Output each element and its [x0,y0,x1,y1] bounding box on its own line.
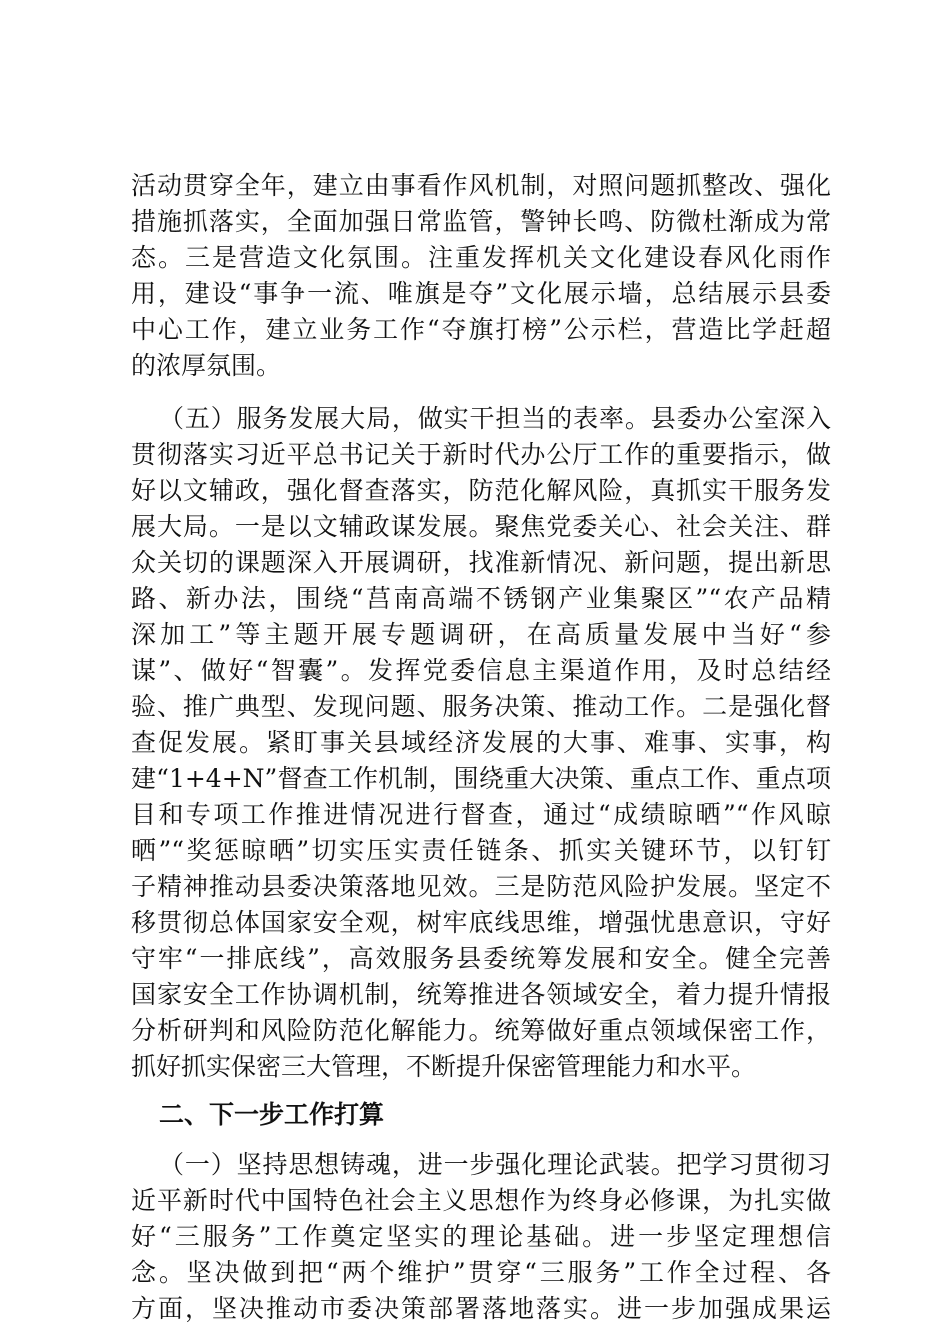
text-line: 深加工”等主题开展专题调研，在高质量发展中当好“参 [131,620,831,649]
text-line: 抓好抓实保密三大管理，不断提升保密管理能力和水平。 [131,1052,757,1081]
text-line: 用，建设“事争一流、唯旗是夺”文化展示墙，总结展示县委 [131,279,831,308]
paragraph [131,1147,831,1327]
text-line: 方面，坚决推动市委决策部署落地落实。进一步加强成果运 [131,1294,831,1323]
text-line: 移贯彻总体国家安全观，树牢底线思维，增强忧患意识，守好 [131,908,831,937]
text-line: 守牢“一排底线”，高效服务县委统筹发展和安全。健全完善 [131,944,831,973]
text-line: 验、推广典型、发现问题、服务决策、推动工作。二是强化督 [131,692,831,721]
text-line: 的浓厚氛围。 [131,351,282,380]
text-line: 路、新办法，围绕“莒南高端不锈钢产业集聚区”“农产品精 [131,584,831,613]
text-line: 分析研判和风险防范化解能力。统筹做好重点领域保密工作， [131,1016,831,1045]
text-line: （一）坚持思想铸魂，进一步强化理论武装。把学习贯彻习 [159,1150,831,1179]
text-line: 国家安全工作协调机制，统筹推进各领域安全，着力提升情报 [131,980,831,1009]
text-line: 近平新时代中国特色社会主义思想作为终身必修课，为扎实做 [131,1186,831,1215]
text-line: 查促发展。紧盯事关县域经济发展的大事、难事、实事，构 [131,728,831,757]
text-line: 展大局。一是以文辅政谋发展。聚焦党委关心、社会关注、群 [131,512,831,541]
paragraph-gap [131,384,831,401]
text-line: 念。坚决做到把“两个维护”贯穿“三服务”工作全过程、各 [131,1258,831,1287]
text-line: 子精神推动县委决策落地见效。三是防范风险护发展。坚定不 [131,872,831,901]
text-line: 晒”“奖惩晾晒”切实压实责任链条、抓实关键环节，以钉钉 [131,836,831,865]
text-line: 好以文辅政，强化督查落实，防范化解风险，真抓实干服务发 [131,476,831,505]
text-line: 贯彻落实习近平总书记关于新时代办公厅工作的重要指示，做 [131,440,831,469]
text-line: 好“三服务”工作奠定坚实的理论基础。进一步坚定理想信 [131,1222,831,1251]
heading-gap [131,1085,831,1097]
section-heading: 二、下一步工作打算 [159,1100,385,1129]
text-line: 中心工作，建立业务工作“夺旗打榜”公示栏，营造比学赶超 [131,315,831,344]
text-line: 态。三是营造文化氛围。注重发挥机关文化建设春风化雨作 [131,243,831,272]
text-line: 谋”、做好“智囊”。发挥党委信息主渠道作用，及时总结经 [131,656,831,685]
paragraph [131,168,831,384]
heading-gap [131,1133,831,1147]
text-line: （五）服务发展大局，做实干担当的表率。县委办公室深入 [159,404,831,433]
text-line: 众关切的课题深入开展调研，找准新情况、新问题，提出新思 [131,548,831,577]
text-line: 目和专项工作推进情况进行督查，通过“成绩晾晒”“作风晾 [131,800,831,829]
paragraph [131,401,831,1085]
text-line: 措施抓落实，全面加强日常监管，警钟长鸣、防微杜渐成为常 [131,207,831,236]
text-line: 建“1+4+N”督查工作机制，围绕重大决策、重点工作、重点项 [131,764,831,793]
document-page [131,168,831,1327]
text-line: 活动贯穿全年，建立由事看作风机制，对照问题抓整改、强化 [131,171,831,200]
